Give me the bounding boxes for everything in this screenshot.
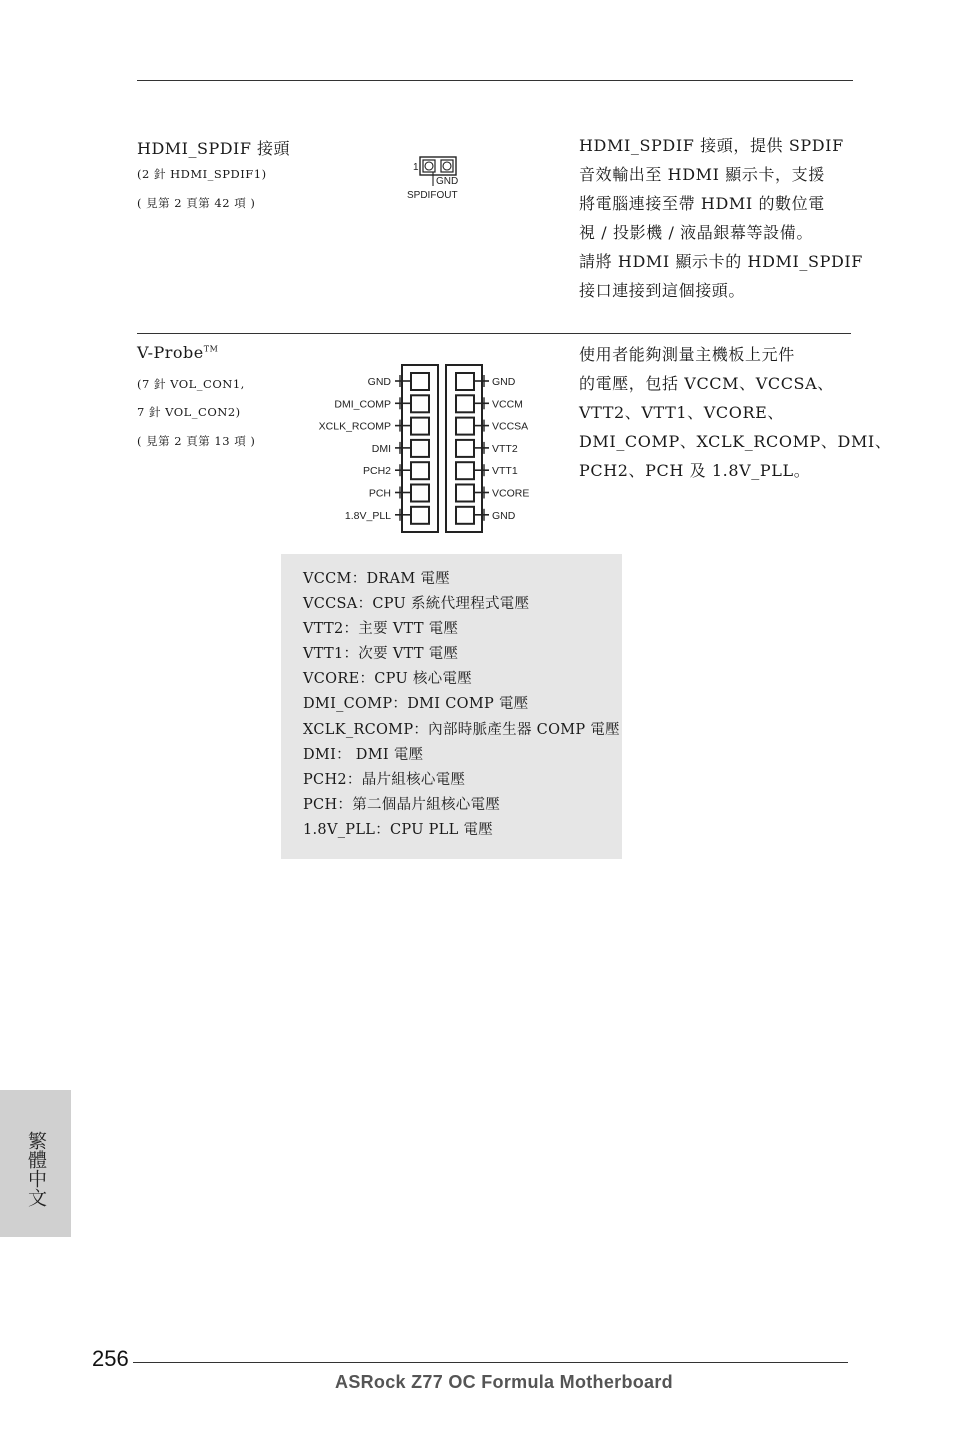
spdif-name-label: SPDIFOUT — [407, 190, 458, 201]
spdif-pin1-label: 1 — [413, 162, 419, 173]
vprobe-desc-line: 使用者能夠測量主機板上元件 — [579, 345, 795, 364]
hdmi-spdif-pin-info: (2 針 HDMI_SPDIF1) — [137, 167, 267, 181]
hdmi-desc-line: 音效輸出至 HDMI 顯示卡，支援 — [579, 165, 825, 184]
vol-con2-pin-label: GND — [492, 509, 516, 522]
vprobe-page-ref: ( 見第 2 頁第 13 項 ) — [137, 434, 256, 448]
legend-line: 1.8V_PLL：CPU PLL 電壓 — [303, 822, 494, 838]
vol-con1-pin — [411, 395, 429, 412]
language-tab-label: 繁體中文 — [25, 1131, 47, 1207]
legend-line: PCH2：晶片組核心電壓 — [303, 772, 466, 788]
hdmi-desc-line: 視 / 投影機 / 液晶銀幕等設備。 — [579, 223, 813, 242]
hdmi-desc-line: HDMI_SPDIF 接頭，提供 SPDIF — [579, 136, 844, 155]
hdmi-spdif-title: HDMI_SPDIF 接頭 — [137, 139, 291, 158]
footer-rule — [133, 1362, 848, 1363]
vprobe-desc-line: VTT2、VTT1、VCORE、 — [579, 403, 784, 422]
hdmi-desc-line: 將電腦連接至帶 HDMI 的數位電 — [579, 194, 825, 213]
spdif-gnd-label: GND — [436, 176, 459, 187]
hdmi-spdif-page-ref: ( 見第 2 頁第 42 項 ) — [137, 196, 256, 210]
vprobe-desc-line: DMI_COMP、XCLK_RCOMP、DMI、 — [579, 432, 892, 451]
vol-con1-pin-label: PCH — [368, 487, 391, 500]
legend-line: VTT1：次要 VTT 電壓 — [303, 646, 459, 662]
legend-line: VCCM：DRAM 電壓 — [303, 571, 451, 587]
legend-line: XCLK_RCOMP：內部時脈產生器 COMP 電壓 — [303, 722, 620, 738]
hdmi-spdif-description — [579, 131, 863, 305]
vprobe-desc-line: 的電壓，包括 VCCM、VCCSA、 — [579, 374, 834, 393]
top-divider — [137, 80, 853, 81]
vol-con1-pin — [411, 462, 429, 479]
vol-con1-pin-label: XCLK_RCOMP — [318, 420, 391, 433]
vol-con1-pin-label: DMI_COMP — [334, 398, 391, 411]
page-number: 256 — [92, 1346, 129, 1371]
vol-con2-pin-label: VTT1 — [492, 465, 518, 478]
legend-line: PCH：第二個晶片組核心電壓 — [303, 797, 501, 813]
language-side-tab — [0, 1090, 71, 1237]
spdif-pin1-hole — [425, 162, 433, 170]
vol-con1-pin — [411, 507, 429, 524]
vol-con1-pin — [411, 440, 429, 457]
vprobe-desc-line: PCH2、PCH 及 1.8V_PLL。 — [579, 461, 811, 480]
vol-con1-pin — [411, 418, 429, 435]
legend-line: VCORE：CPU 核心電壓 — [303, 671, 473, 687]
vol-con2-pin — [456, 373, 474, 390]
footer-title: ASRock Z77 OC Formula Motherboard — [335, 1372, 673, 1392]
vol-con2-pin-label: VCORE — [492, 487, 530, 500]
vol-con1-pin-label: GND — [367, 376, 391, 388]
hdmi-desc-line: 請將 HDMI 顯示卡的 HDMI_SPDIF — [579, 252, 864, 271]
vol-con1-pin — [411, 373, 429, 390]
legend-line: DMI_COMP：DMI COMP 電壓 — [303, 696, 529, 712]
legend-line: DMI： DMI 電壓 — [303, 747, 424, 763]
vol-con1-pin-label: DMI — [371, 442, 391, 455]
vprobe-pin-info-1: (7 針 VOL_CON1, — [137, 377, 245, 391]
vprobe-connector-diagram — [305, 360, 545, 540]
vprobe-trademark: TM — [203, 344, 219, 354]
vol-con2-pin-label: VCCSA — [492, 420, 529, 433]
vol-con2-pin — [456, 462, 474, 479]
vprobe-title — [137, 343, 218, 362]
section-divider — [137, 333, 851, 334]
vol-con2-pin — [456, 485, 474, 502]
vol-con2-pin — [456, 395, 474, 412]
legend-line: VTT2：主要 VTT 電壓 — [303, 621, 459, 637]
voltage-legend-box — [281, 554, 622, 859]
vol-con2-pin-label: GND — [492, 376, 516, 388]
vol-con2-pin-label: VTT2 — [492, 442, 518, 455]
vol-con2-pin — [456, 507, 474, 524]
vol-con2-pin-label: VCCM — [492, 398, 523, 411]
legend-line: VCCSA：CPU 系統代理程式電壓 — [303, 596, 530, 612]
vol-con1-pin-label: 1.8V_PLL — [344, 509, 391, 522]
vprobe-pin-info-2: 7 針 VOL_CON2) — [137, 405, 241, 419]
vol-con2-pin — [456, 418, 474, 435]
spdif-pin2-hole — [443, 162, 451, 170]
vol-con1-pin-label: PCH2 — [362, 465, 391, 478]
vprobe-description — [579, 340, 891, 485]
vprobe-title-text: V-Probe — [137, 343, 204, 362]
hdmi-desc-line: 接口連接到這個接頭。 — [579, 281, 746, 300]
vol-con1-pin — [411, 485, 429, 502]
vol-con2-pin — [456, 440, 474, 457]
spdif-connector-diagram — [400, 150, 480, 206]
